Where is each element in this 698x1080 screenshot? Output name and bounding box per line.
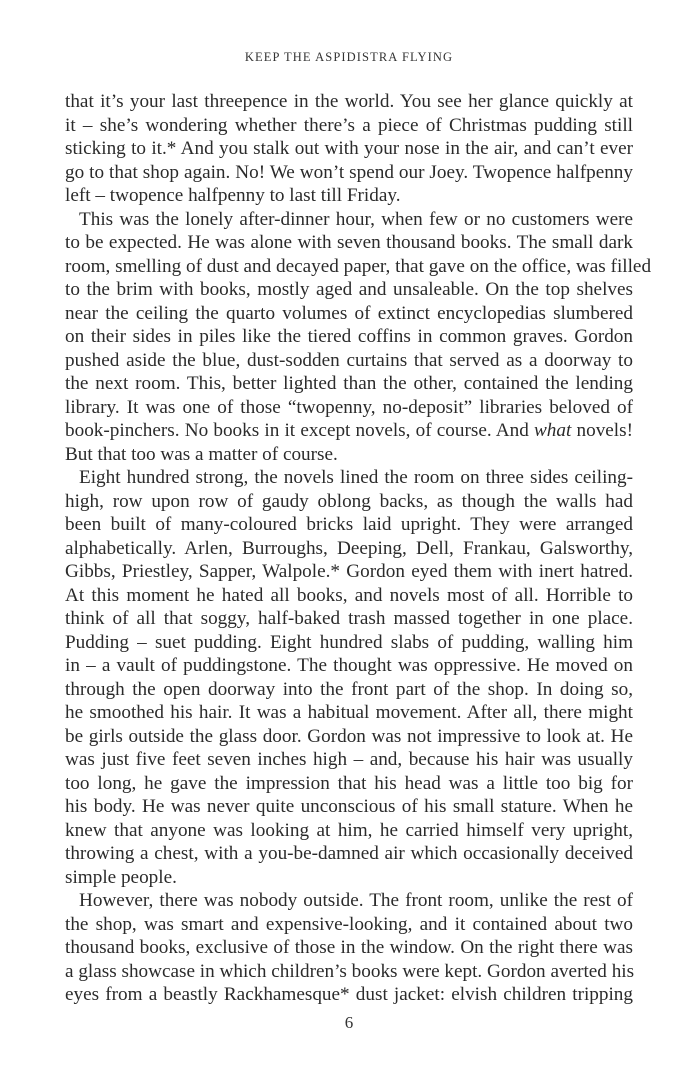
running-head: KEEP THE ASPIDISTRA FLYING (244, 50, 454, 64)
text-line: go to that shop again. No! We won’t spend our Joey. Twopence halfpenny (65, 161, 633, 183)
text-segment: novels! (571, 420, 633, 441)
text-line: However, there was nobody outside. The front room, unlike the rest of (79, 890, 633, 911)
text-line: be girls outside the glass door. Gordon was not impressive to look at. He (65, 725, 633, 747)
text-line: think of all that soggy, half-baked trash massed together in one place. (65, 608, 633, 629)
text-line: through the open doorway into the front part of the shop. In doing so, (65, 678, 633, 700)
text-line: his body. He was never quite unconscious of his small stature. When he (65, 796, 633, 817)
text-line: the shop, was smart and expensive-looking, and it contained about two (65, 913, 633, 935)
text-segment: book-pinchers. No books in it except novels, of course. And (65, 420, 534, 441)
text-line: knew that anyone was looking at him, he carried himself very upright, (65, 819, 633, 841)
text-line: throwing a chest, with a you-be-damned air which occasionally deceived (65, 843, 633, 864)
text-line: At this moment he hated all books, and novels most of all. Horrible to (65, 584, 633, 606)
text-line: library. It was one of those “twopenny, no-deposit” libraries beloved of (65, 396, 633, 418)
text-line: room, smelling of dust and decayed paper, that gave on the office, was filled (65, 255, 652, 277)
text-line: sticking to it.* And you stalk out with your nose in the air, and can’t ever (65, 138, 633, 159)
text-line: he smoothed his hair. It was a habitual movement. After all, there might (65, 702, 633, 723)
text-line: pushed aside the blue, dust-sodden curtains that served as a doorway to (65, 349, 633, 371)
text-line: high, row upon row of gaudy oblong backs, as though the walls had (65, 490, 633, 512)
text-line: on their sides in piles like the tiered coffins in common graves. Gordon (65, 326, 633, 347)
text-line: too long, he gave the impression that his head was a little too big for (65, 772, 633, 794)
text-line: left – twopence halfpenny to last till Friday. (65, 185, 401, 206)
text-line: the next room. This, better lighted than the other, contained the lending (65, 373, 633, 394)
text-line: simple people. (65, 866, 177, 888)
text-line: alphabetically. Arlen, Burroughs, Deeping, Dell, Frankau, Galsworthy, (65, 537, 633, 559)
text-line: thousand books, exclusive of those in the window. On the right there was (65, 937, 633, 958)
page-number: 6 (344, 1013, 354, 1032)
text-line: But that too was a matter of course. (65, 443, 338, 465)
text-line: eyes from a beastly Rackhamesque* dust jacket: elvish children tripping (65, 984, 633, 1005)
text-line: it – she’s wondering whether there’s a piece of Christmas pudding still (65, 114, 633, 136)
body-text (65, 90, 652, 1007)
text-line: to the brim with books, mostly aged and unsaleable. On the top shelves (65, 279, 633, 300)
text-line: Gibbs, Priestley, Sapper, Walpole.* Gordon eyed them with inert hatred. (65, 561, 633, 582)
text-line: Pudding – suet pudding. Eight hundred slabs of pudding, walling him (65, 631, 633, 653)
text-line: near the ceiling the quarto volumes of extinct encyclopedias slumbered (65, 302, 633, 324)
italic-word: what (534, 420, 572, 441)
text-line: been built of many-coloured bricks laid upright. They were arranged (65, 514, 633, 535)
text-line: in – a vault of puddingstone. The thought was oppressive. He moved on (65, 655, 633, 676)
text-line: Eight hundred strong, the novels lined the room on three sides ceiling- (79, 467, 633, 488)
text-line (65, 419, 633, 443)
text-line: This was the lonely after-dinner hour, when few or no customers were (79, 208, 633, 230)
text-line: was just five feet seven inches high – and, because his hair was usually (65, 749, 633, 770)
text-line: a glass showcase in which children’s books were kept. Gordon averted his (65, 960, 635, 982)
text-line: to be expected. He was alone with seven thousand books. The small dark (65, 232, 633, 253)
text-line: that it’s your last threepence in the world. You see her glance quickly at (65, 91, 633, 112)
